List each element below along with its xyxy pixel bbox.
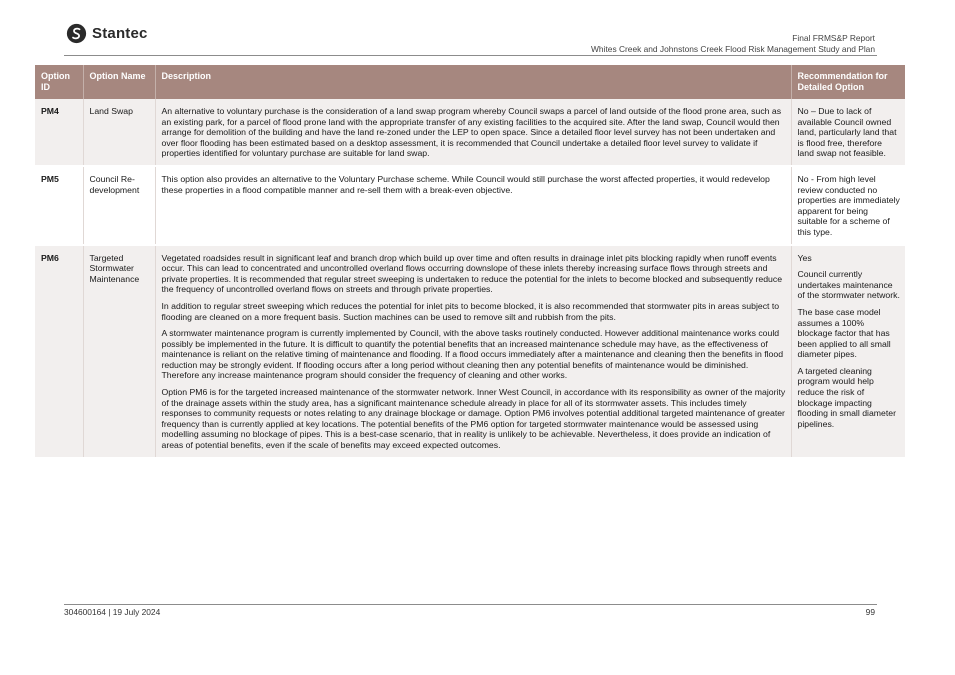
column-header-description: Description — [155, 65, 791, 99]
table-row — [35, 99, 905, 166]
option-id: PM4 — [35, 99, 83, 166]
table-header-row — [35, 65, 905, 99]
document-reference: 304600164 | 19 July 2024 — [64, 607, 161, 617]
stantec-logo — [66, 23, 148, 44]
option-name: Land Swap — [83, 99, 155, 166]
report-header — [591, 33, 875, 54]
option-id: PM5 — [35, 166, 83, 245]
column-header-option-id: Option ID — [35, 65, 83, 99]
description-paragraph: In addition to regular street sweeping which reduces the potential for inlet pits to become blocked, it is also recommended that stormwater pits in areas subject to flooding are cleaned on a more frequent basis. Suction machines can be used to remove silt and rubbish from the pits. — [161, 300, 780, 322]
recommendation-paragraph: No - From high level review conducted no properties are immediately apparent for being suitable for a scheme of this type. — [797, 173, 900, 237]
description-paragraph: Option PM6 is for the targeted increased maintenance of the stormwater network. Inner West Council, in accordance with its responsibility as owner of the majority of the drainage assets within the study area, has a significant maintenance schedule already in place for all of its stormwater assets. This includes timely responses to community requests or notes relating to any drainage blockage or damage. Option PM6 involves potential additional targeted maintenance of greater frequency than is currently applied at key locations. The potential benefits of the PM6 option for targeted stormwater maintenance would be assessed using modelling assuming no blockage of pipes. This is a best-case scenario, that in reality is unlikely to be achievable. Nevertheless, it does provide an indication of areas of potential benefits, even if the scale of benefits may exceed expected outcomes. — [161, 387, 786, 451]
option-recommendation — [791, 99, 905, 166]
option-name: Council Re-development — [83, 166, 155, 245]
options-table — [35, 65, 905, 457]
description-paragraph: Vegetated roadsides result in significant leaf and branch drop which build up over time and often results in drainage inlet pits blocking rapidly when runoff events occur. This can lead to concentrated and uncontrolled overland flows occurring downslope of these inlets thereby increasing surface flows through streets and private properties. It is recommended that regular street sweeping is undertaken to reduce the potential for the inlets to become blocked and subsequently reduce the frequency of uncontrolled overland flows on streets and through private properties. — [161, 252, 783, 295]
option-description — [155, 99, 791, 166]
option-recommendation — [791, 166, 905, 245]
footer-divider — [64, 604, 877, 605]
page-number: 99 — [865, 607, 875, 617]
recommendation-paragraph: Yes — [797, 252, 812, 263]
stantec-logo-icon — [66, 23, 87, 44]
option-id: PM6 — [35, 245, 83, 457]
recommendation-paragraph: A targeted cleaning program would help reduce the risk of blockage impacting flooding in small diameter pipelines. — [797, 365, 897, 429]
column-header-recommendation: Recommendation for Detailed Option — [791, 65, 905, 99]
option-description — [155, 245, 791, 457]
recommendation-paragraph: No – Due to lack of available Council owned land, particularly land that is flood free, therefore land swap not feasible. — [797, 106, 897, 159]
option-recommendation — [791, 245, 905, 457]
option-description — [155, 166, 791, 245]
table-row — [35, 166, 905, 245]
logo-text: Stantec — [92, 25, 148, 42]
table-row — [35, 245, 905, 457]
report-title: Final FRMS&P Report — [792, 33, 875, 43]
recommendation-paragraph: The base case model assumes a 100% blockage factor that has been applied to all small diameter pipes. — [797, 306, 891, 360]
recommendation-paragraph: Council currently undertakes maintenance of the stormwater network. — [797, 269, 900, 301]
report-subtitle: Whites Creek and Johnstons Creek Flood Risk Management Study and Plan — [591, 43, 875, 54]
column-header-option-name: Option Name — [83, 65, 155, 99]
option-name: Targeted Stormwater Maintenance — [83, 245, 155, 457]
header-divider — [64, 55, 877, 56]
description-paragraph: This option also provides an alternative to the Voluntary Purchase scheme. While Council would still purchase the worst affected properties, it would redevelop these properties in a flood compatible manner and re-sell them with a break-even objective. — [161, 173, 770, 195]
description-paragraph: An alternative to voluntary purchase is the consideration of a land swap program whereby Council swaps a parcel of land outside of the flood prone area, such as an existing park, for a parcel of flood prone land with the appropriate transfer of any existing facilities to the acquired site. After the land swap, Council would then arrange for demolition of the building and have the land re-zoned under the LEP to open space. Since a detailed floor level survey has not been undertaken and over floor flooding has been estimated based on a desktop assessment, it is recommended that Council undertake a detailed floor level survey to validate if properties identified for voluntary purchase are suitable for land swap. — [161, 106, 782, 159]
description-paragraph: A stormwater maintenance program is currently implemented by Council, with the above tasks routinely conducted. However additional maintenance works could possibly be implemented in the future. It is difficult to quantify the potential benefits that an increased maintenance schedule may have, as the effectiveness of maintenance is reliant on the relative timing of maintenance and flooding. If a flood occurs immediately after a maintenance and cleaning then the benefits in flood reduction may be strongly evident. If flooding occurs after a long period without cleaning then any potential benefits of maintenance would be diminished. Therefore any increase maintenance program should consider the frequency of cleaning and other works. — [161, 328, 784, 381]
